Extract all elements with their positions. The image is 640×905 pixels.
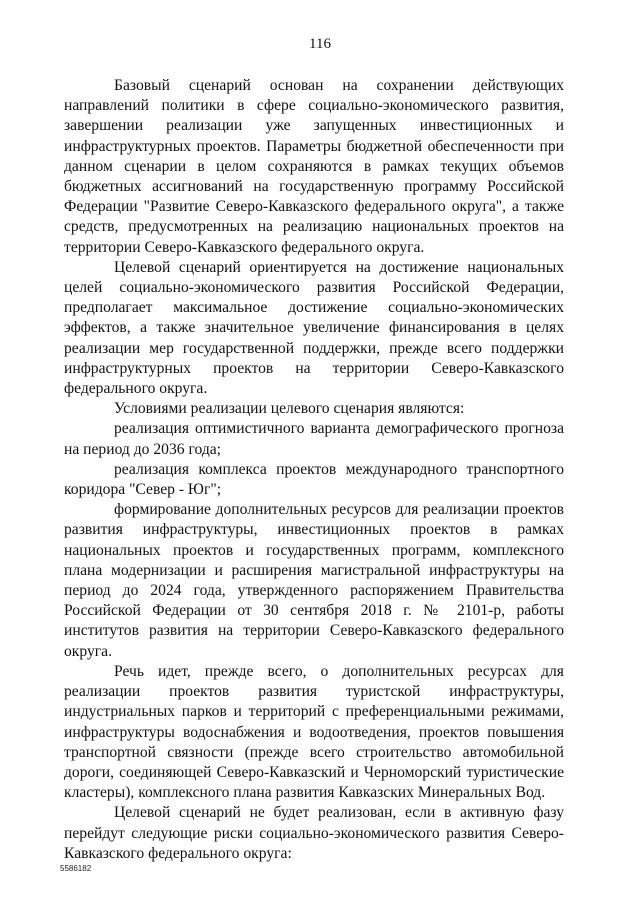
document-body <box>64 76 564 864</box>
paragraph-conditions-heading: Условиями реализации целевого сценария являются: <box>114 400 465 418</box>
paragraph-target-scenario: Целевой сценарий ориентируется на достижение национальных целей социально-экономического развития Российской Федерации, предполагает максимальное достижение социально-экономических эффектов, а также значительное увеличение финансирования в целях реализации мер государственной поддержки, прежде всего поддержки инфраструктурных проектов на территории Северо-Кавказского федерального округа. <box>64 258 564 398</box>
paragraph-condition-demography: реализация оптимистичного варианта демографического прогноза на период до 2036 года; <box>64 420 564 458</box>
paragraph-condition-corridor: реализация комплекса проектов международного транспортного коридора "Север - Юг"; <box>64 460 564 499</box>
paragraph-condition-resources: формирование дополнительных ресурсов для реализации проектов развития инфраструктуры, инвестиционных проектов в рамках национальных проектов и государственных программ, комплексного плана модернизации и расширения магистральной инфраструктуры на период до 2024 года, утвержденного распоряжением Правительства Российской Федерации от 30 сентября 2018 г. № 2101-р, работы институтов развития на территории Северо-Кавказского федерального округа. <box>64 501 564 660</box>
page-number: 116 <box>309 36 331 52</box>
document-code: 5586182 <box>60 864 92 873</box>
paragraph-base-scenario: Базовый сценарий основан на сохранении действующих направлений политики в сфере социально-экономического развития, завершении реализации уже запущенных инвестиционных и инфраструктурных проектов. Параметры бюджетной обеспеченности при данном сценарии в целом сохраняются в рамках текущих объемов бюджетных ассигнований на государственную программу Российской Федерации "Развитие Северо-Кавказского федерального округа", а также средств, предусмотренных на реализацию национальных проектов на территории Северо-Кавказского федерального округа. <box>64 77 564 256</box>
paragraph-risks: Целевой сценарий не будет реализован, если в активную фазу перейдут следующие риски социально-экономического развития Северо-Кавказского федерального округа: <box>64 804 564 862</box>
paragraph-additional-resources: Речь идет, прежде всего, о дополнительных ресурсах для реализации проектов развития туристской инфраструктуры, индустриальных парков и территорий с преференциальными режимами, инфраструктуры водоснабжения и водоотведения, проектов повышения транспортной связности (прежде всего строительство автомобильной дороги, соединяющей Северо-Кавказский и Черноморский туристические кластеры), комплексного плана развития Кавказских Минеральных Вод. <box>64 662 564 802</box>
